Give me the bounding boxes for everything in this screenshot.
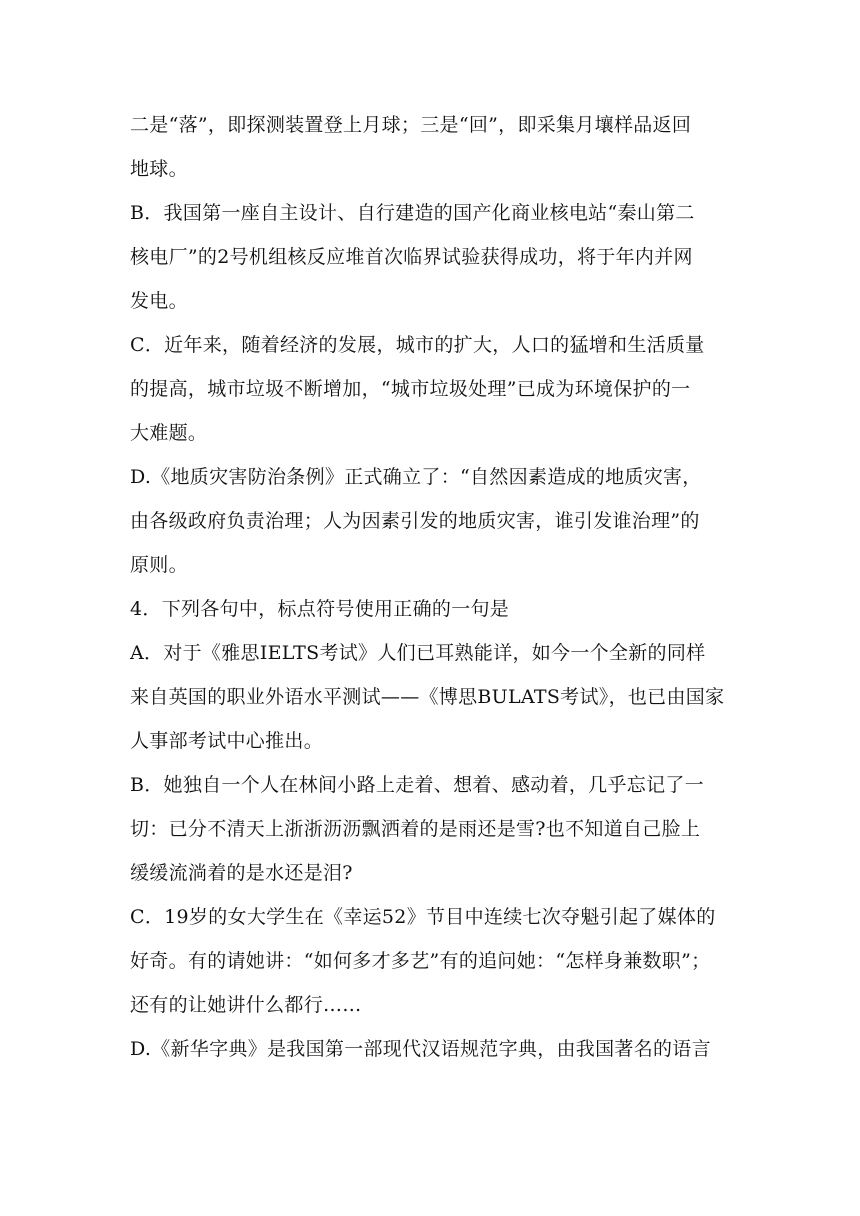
text-line: D.《地质灾害防治条例》正式确立了：“自然因素造成的地质灾害， xyxy=(130,466,702,488)
text-line: 大难题。 xyxy=(130,422,208,444)
text-line: 二是“落”，即探测装置登上月球；三是“回”，即采集月壤样品返回 xyxy=(130,114,692,136)
text-line: 原则。 xyxy=(130,554,188,576)
text-line: 好奇。有的请她讲：“如何多才多艺”有的追问她：“怎样身兼数职”； xyxy=(130,950,711,972)
text-line: D.《新华字典》是我国第一部现代汉语规范字典，由我国著名的语言 xyxy=(130,1038,711,1060)
document-page xyxy=(130,103,730,1071)
question-heading: 4．下列各句中，标点符号使用正确的一句是 xyxy=(130,598,510,620)
text-line: C．19岁的女大学生在《幸运52》节目中连续七次夺魁引起了媒体的 xyxy=(130,906,716,928)
text-line: 由各级政府负责治理；人为因素引发的地质灾害，谁引发谁治理”的 xyxy=(130,510,700,532)
text-line: 发电。 xyxy=(130,290,188,312)
text-line: 来自英国的职业外语水平测试——《博思BULATS考试》，也已由国家 xyxy=(130,686,725,708)
text-line: 缓缓流淌着的是水还是泪? xyxy=(130,862,353,884)
text-line: 地球。 xyxy=(130,158,188,180)
text-line: A．对于《雅思IELTS考试》人们已耳熟能详，如今一个全新的同样 xyxy=(130,642,706,664)
text-line: 切：已分不清天上浙浙沥沥飘洒着的是雨还是雪?也不知道自己脸上 xyxy=(130,818,701,840)
text-line: B．她独自一个人在林间小路上走着、想着、感动着，几乎忘记了一 xyxy=(130,774,704,796)
text-line: 人事部考试中心推出。 xyxy=(130,730,324,752)
text-line: 核电厂”的2号机组核反应堆首次临界试验获得成功，将于年内并网 xyxy=(130,246,693,268)
text-line: B．我国第一座自主设计、自行建造的国产化商业核电站“秦山第二 xyxy=(130,202,695,224)
text-line: 的提高，城市垃圾不断增加，“城市垃圾处理”已成为环境保护的一 xyxy=(130,378,691,400)
text-line: 还有的让她讲什么都行…… xyxy=(130,994,362,1016)
text-line: C．近年来，随着经济的发展，城市的扩大，人口的猛增和生活质量 xyxy=(130,334,705,356)
